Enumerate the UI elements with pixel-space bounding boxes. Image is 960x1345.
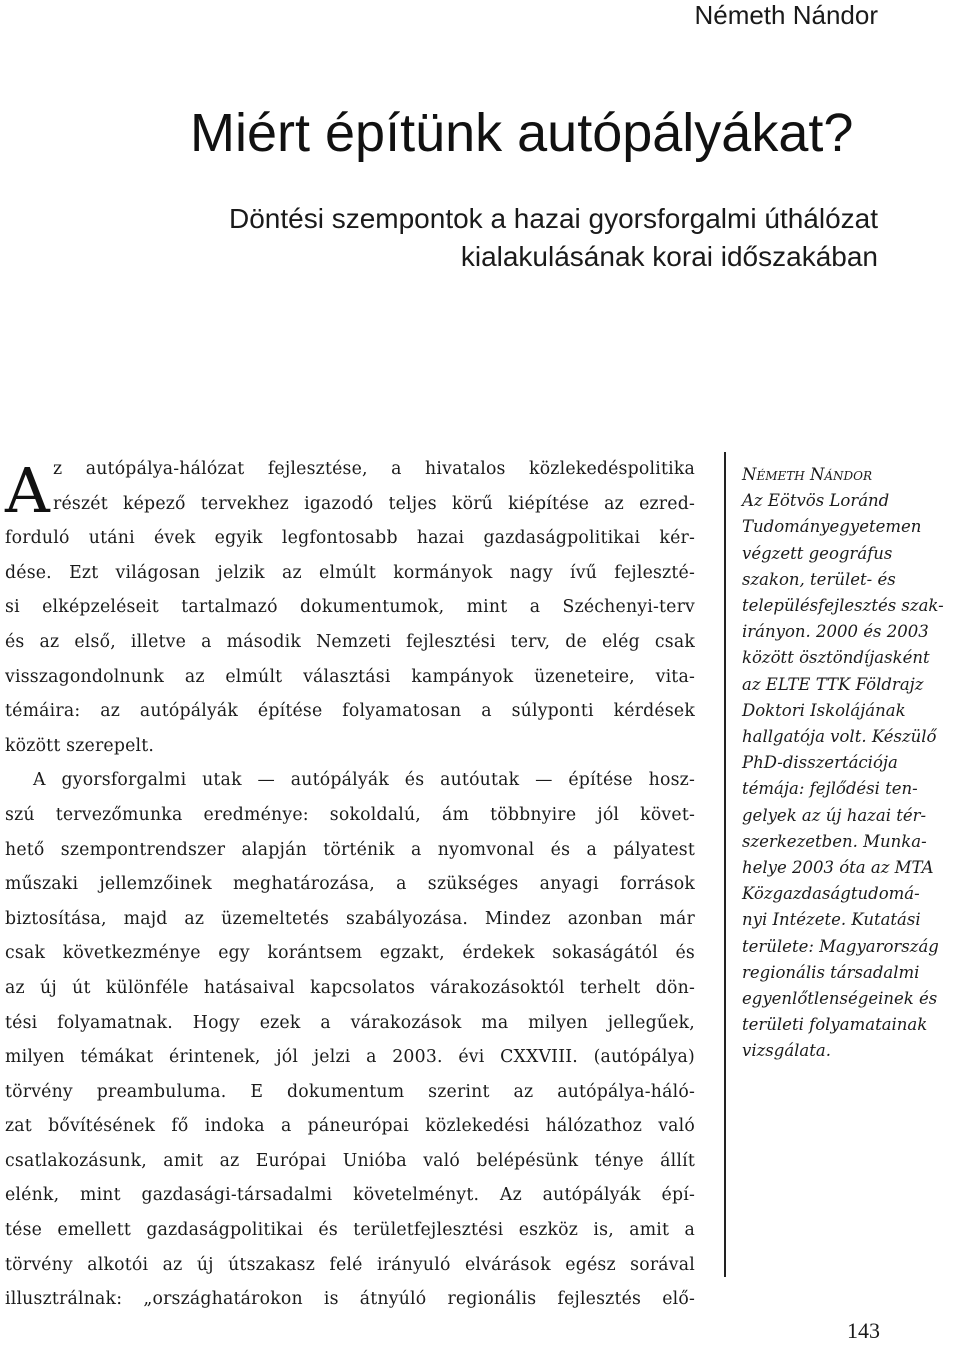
body-line: A gyorsforgalmi utak — autópályák és autóutak — építése hosz- bbox=[33, 770, 695, 791]
bio-line: településfejlesztés szak- bbox=[742, 596, 944, 616]
bio-line: Doktori Iskolájának bbox=[742, 700, 906, 720]
body-line: szú tervezőmunka eredménye: sokoldalú, ám többnyire jól követ- bbox=[5, 804, 695, 825]
body-line: dése. Ezt világosan jelzik az elmúlt kormányok nagy ívű fejleszté- bbox=[5, 562, 695, 583]
body-line: témáira: az autópályák építése folyamatosan a súlyponti kérdések bbox=[5, 701, 695, 722]
body-line: si elképzeléseit tartalmazó dokumentumok, mint a Széchenyi-terv bbox=[5, 597, 695, 618]
bio-line: területi folyamatainak bbox=[742, 1015, 928, 1035]
subtitle-line: kialakulásának korai időszakában bbox=[460, 241, 878, 272]
body-line: forduló utáni évek egyik legfontosabb hazai gazdaságpolitikai kér- bbox=[5, 528, 695, 549]
subtitle-line: Döntési szempontok a hazai gyorsforgalmi úthálózat bbox=[228, 203, 878, 234]
body-line: törvény alkotói az új útszakasz felé irányuló elvárások egész sorával bbox=[5, 1254, 695, 1275]
bio-line: az ELTE TTK Földrajz bbox=[742, 674, 924, 694]
bio-line: témája: fejlődési ten- bbox=[742, 779, 918, 799]
bio-line: területe: Magyarország bbox=[742, 936, 939, 956]
body-line: az új út különféle hatásaival kapcsolatos várakozásoktól terhelt dön- bbox=[5, 977, 695, 998]
article-title: Miért építünk autópályákat? bbox=[190, 103, 854, 163]
bio-line: végzett geográfus bbox=[742, 543, 893, 563]
body-line: hető szempontrendszer alapján történik a nyomvonal és a pályatest bbox=[5, 839, 695, 860]
body-line: milyen témákat érintenek, jól jelzi a 2003. évi CXXVIII. (autópálya) bbox=[5, 1047, 695, 1068]
bio-line: PhD-disszertációja bbox=[742, 753, 898, 773]
body-line: tése emellett gazdaságpolitikai és területfejlesztési eszköz is, amit a bbox=[5, 1220, 695, 1241]
body-line: tési folyamatnak. Hogy ezek a várakozások ma milyen jellegűek, bbox=[5, 1012, 695, 1033]
body-line: műszaki jellemzőinek meghatározása, a szükséges anyagi források bbox=[5, 874, 695, 895]
body-line: biztosítása, majd az üzemeltetés szabályozása. Mindez azonban már bbox=[5, 908, 695, 929]
body-line: csak következménye egy korántsem egzakt, érdekek sokaságától és bbox=[5, 943, 695, 964]
drop-cap: A bbox=[5, 454, 50, 527]
bio-line: Az Eötvös Loránd bbox=[742, 491, 890, 511]
body-line: részét képező tervekhez igazodó teljes körű kiépítése az ezred- bbox=[53, 493, 695, 514]
column-divider bbox=[724, 452, 726, 1277]
bio-line: gelyek az új hazai tér- bbox=[742, 805, 927, 825]
bio-line: Közgazdaságtudomá- bbox=[742, 884, 920, 904]
body-line: és az első, illetve a második Nemzeti fejlesztési terv, de elég csak bbox=[5, 631, 695, 652]
bio-line: regionális társadalmi bbox=[742, 962, 920, 982]
bio-line: hallgatója volt. Készülő bbox=[742, 727, 937, 747]
article-subtitle bbox=[229, 200, 878, 276]
body-line: elénk, mint gazdasági-társadalmi követelményt. Az autópályák épí- bbox=[5, 1185, 695, 1206]
author-bio bbox=[742, 462, 960, 1065]
body-line: visszagondolnunk az elmúlt választási kampányok üzeneteire, vita- bbox=[5, 666, 695, 687]
body-line: törvény preambuluma. E dokumentum szerint az autópálya-háló- bbox=[5, 1081, 695, 1102]
bio-line: között ösztöndíjasként bbox=[742, 648, 930, 668]
bio-line: helye 2003 óta az MTA bbox=[742, 858, 934, 878]
article-body bbox=[5, 452, 695, 1317]
body-line: zat bővítésének fő indoka a páneurópai közlekedési hálózathoz való bbox=[5, 1116, 695, 1137]
page-number: 143 bbox=[847, 1318, 880, 1343]
body-line: z autópálya-hálózat fejlesztése, a hivatalos közlekedéspolitika bbox=[53, 459, 695, 479]
running-header-author: Németh Nándor bbox=[694, 0, 878, 30]
bio-author-name: Németh Nándor bbox=[742, 465, 873, 484]
body-line: csatlakozásunk, amit az Európai Unióba való belépésünk tényе állít bbox=[5, 1150, 695, 1171]
bio-line: Tudományegyetemen bbox=[742, 517, 922, 537]
bio-line: irányon. 2000 és 2003 bbox=[742, 622, 929, 642]
bio-line: vizsgálata. bbox=[742, 1041, 831, 1061]
bio-line: szerkezetben. Munka- bbox=[742, 831, 927, 851]
bio-line: szakon, terület- és bbox=[742, 569, 896, 589]
body-line: között szerepelt. bbox=[5, 735, 155, 756]
bio-line: nyi Intézete. Kutatási bbox=[742, 910, 921, 930]
body-line: illusztrálnak: „országhatárokon is átnyúló regionális fejlesztés elő- bbox=[5, 1289, 695, 1310]
bio-line: egyenlőtlenségeinek és bbox=[742, 989, 938, 1009]
